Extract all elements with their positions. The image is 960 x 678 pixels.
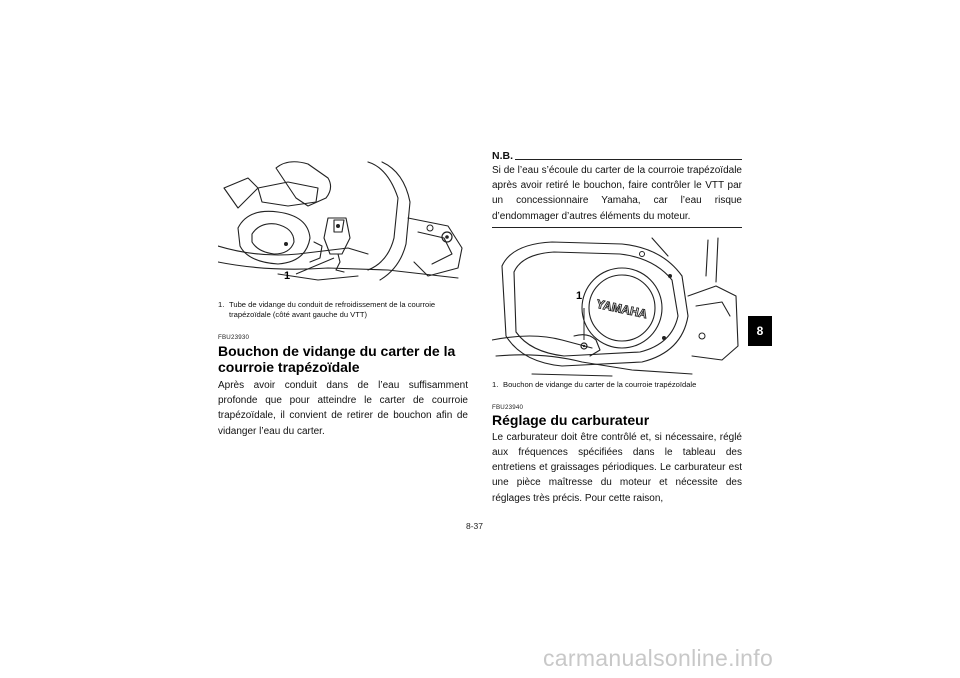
yamaha-badge-text: YAMAHA	[595, 296, 649, 321]
note-label: N.B.	[492, 150, 513, 162]
section1-body: Après avoir conduit dans de l’eau suffisamment profonde que pour atteindre le carter de courroie trapézoïdale, il convient de retirer de bouchon afin de vidanger l’eau du carter.	[218, 380, 468, 437]
engine-illustration-left	[218, 158, 466, 288]
figure2-callout-number: 1	[576, 289, 583, 302]
right-column	[492, 150, 742, 506]
figure2-caption	[492, 380, 742, 390]
section1-reference-code: FBU23930	[218, 334, 250, 341]
figure1-caption	[218, 300, 468, 320]
section2-reference-code: FBU23940	[492, 403, 524, 411]
section1-title: Bouchon de vidange du carter de la courroie trapézoïdale	[218, 343, 456, 375]
figure-belt-case-drain-plug	[492, 236, 740, 378]
figure1-caption-text: Tube de vidange du conduit de refroidissement de la courroie trapézoïdale (côté avant gauche du VTT)	[229, 300, 436, 319]
watermark-text: carmanualsonline.info	[543, 645, 774, 671]
engine-illustration-right	[492, 236, 740, 378]
page-number: 8-37	[466, 521, 484, 531]
note-bottom-rule	[492, 227, 742, 228]
section2-body: Le carburateur doit être contrôlé et, si nécessaire, réglé aux fréquences spécifiées dans le tableau des entretiens et graissages périodiques. Le carburateur est une pièce maîtresse du moteur et nécessite des réglages très précis. Pour cette raison,	[492, 431, 742, 504]
chapter-tab[interactable]: 8	[748, 316, 772, 346]
note-top-rule	[515, 159, 742, 160]
note-text: Si de l’eau s’écoule du carter de la courroie trapézoïdale après avoir retiré le bouchon, faire contrôler le VTT par un concessionnaire Yamaha, car l’eau risque d’endommager d’autres éléments du moteur.	[492, 165, 742, 222]
figure1-caption-number: 1.	[218, 300, 225, 309]
note-header	[492, 150, 742, 162]
figure-belt-cooling-drain-tube	[218, 158, 466, 288]
figure2-caption-text: Bouchon de vidange du carter de la courroie trapézoïdale	[503, 379, 697, 389]
figure2-caption-number: 1.	[492, 379, 499, 389]
left-column	[218, 158, 468, 439]
section2-title: Réglage du carburateur	[492, 411, 650, 428]
figure1-callout-number: 1	[284, 270, 291, 282]
